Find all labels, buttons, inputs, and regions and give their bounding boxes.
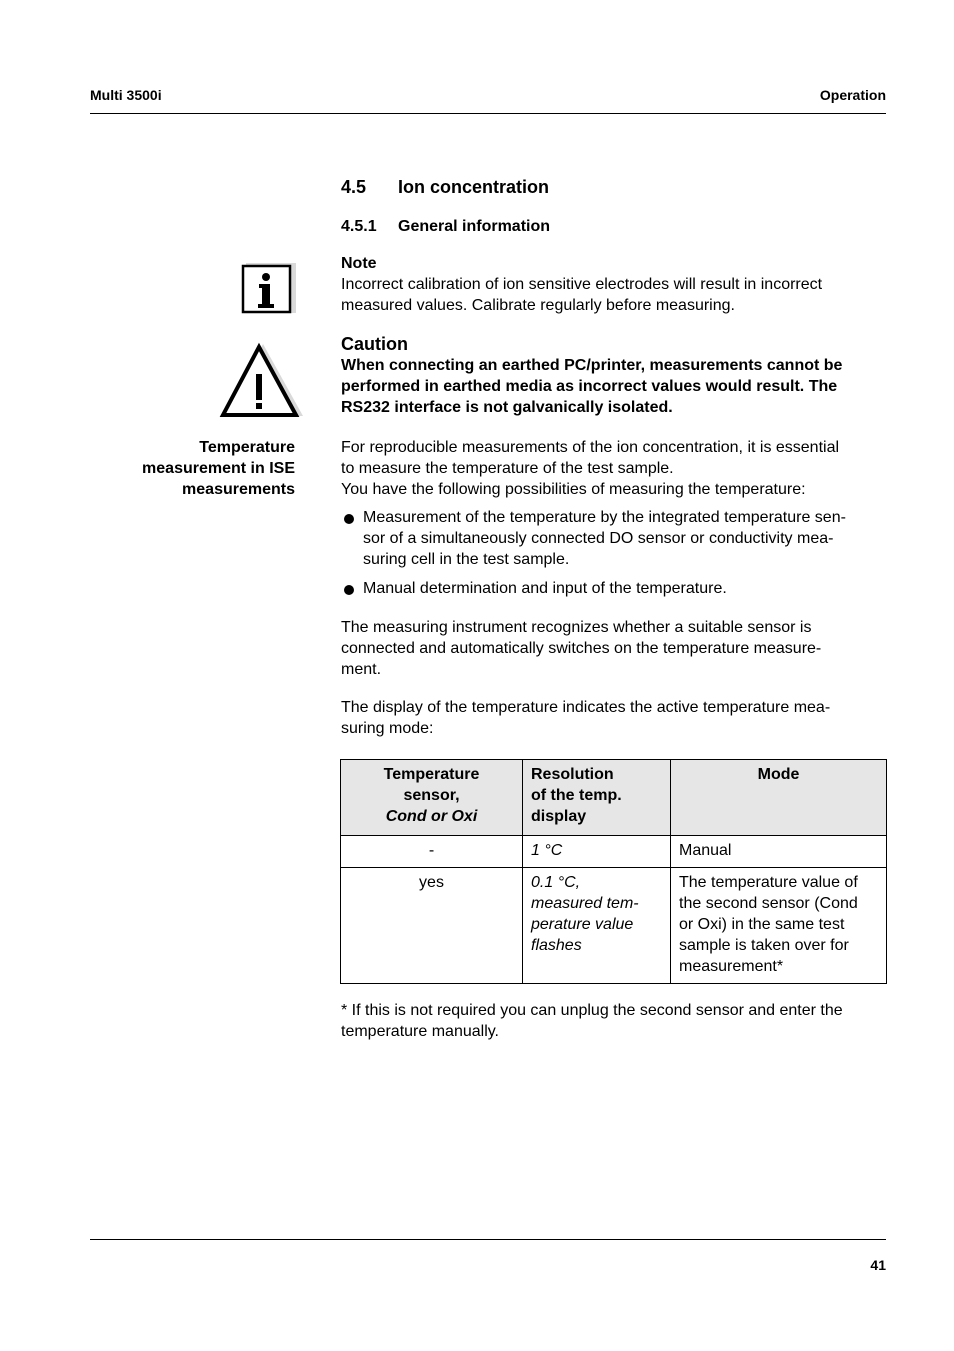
warning-icon [218, 340, 304, 420]
intro-line: You have the following possibilities of measuring the temperature: [341, 481, 806, 498]
bullet-line: Manual determination and input of the temperature. [363, 580, 727, 597]
table-header-row [341, 760, 887, 836]
bullet-line: sor of a simultaneously connected DO sensor or conductivity mea- [363, 530, 834, 547]
caution-title: Caution [341, 334, 408, 354]
cell-line: 1 °C [531, 842, 563, 859]
header-sensor [341, 760, 523, 836]
cell-line: measured tem- [531, 895, 639, 912]
header-chapter: Operation [819, 87, 886, 103]
footnote-line: * If this is not required you can unplug the second sensor and enter the [341, 1002, 843, 1019]
cell-line: The temperature value of [679, 874, 858, 891]
margin-note [100, 437, 295, 500]
header-line: of the temp. [531, 787, 622, 804]
cell-line: the second sensor (Cond [679, 895, 858, 912]
page-number: 41 [870, 1257, 886, 1273]
footnote-line: temperature manually. [341, 1023, 499, 1040]
header-doc-title: Multi 3500i [90, 87, 162, 103]
bullet-line: suring cell in the test sample. [363, 551, 570, 568]
header-line: sensor, [403, 787, 460, 804]
paragraph-line: The display of the temperature indicates the active temperature mea- [341, 699, 831, 716]
cell-mode [671, 836, 887, 868]
intro-paragraph [341, 437, 891, 500]
section-title: Ion concentration [398, 177, 550, 197]
cell-line: or Oxi) in the same test [679, 916, 845, 933]
caution-line: When connecting an earthed PC/printer, measurements cannot be [341, 357, 843, 374]
temperature-mode-table [340, 759, 887, 984]
cell-sensor: yes [341, 868, 523, 984]
header-line-italic: Cond or Oxi [385, 808, 478, 825]
footnote [341, 1000, 891, 1042]
paragraph-line: ment. [341, 661, 382, 678]
footer-rule [90, 1239, 886, 1240]
margin-note-line: measurements [182, 481, 295, 498]
paragraph-line: The measuring instrument recognizes whether a suitable sensor is [341, 619, 812, 636]
cell-line: Manual [679, 842, 732, 859]
paragraph-line: connected and automatically switches on the temperature measure- [341, 640, 822, 657]
caution-line: RS232 interface is not galvanically isolated. [341, 399, 673, 416]
note-line: measured values. Calibrate regularly before measuring. [341, 297, 735, 314]
header-line: Temperature [383, 766, 480, 783]
table-row [341, 868, 887, 984]
cell-sensor: - [341, 836, 523, 868]
bullet-dot [344, 514, 354, 524]
header-mode: Mode [671, 760, 887, 836]
bullet-dot [344, 585, 354, 595]
bullet-line: Measurement of the temperature by the integrated temperature sen- [363, 509, 846, 526]
cell-line: sample is taken over for [679, 937, 849, 954]
cell-line: flashes [531, 937, 582, 954]
cell-line: perature value [531, 916, 634, 933]
display-paragraph [341, 697, 891, 739]
info-icon [240, 261, 298, 315]
section-heading [341, 177, 549, 198]
section-number: 4.5 [341, 177, 367, 197]
subsection-title: General information [398, 218, 551, 235]
cell-line: measurement* [679, 958, 784, 975]
note-line: Incorrect calibration of ion sensitive electrodes will result in incorrect [341, 276, 823, 293]
header-line: display [531, 808, 587, 825]
subsection-heading [341, 218, 550, 236]
margin-note-line: Temperature [199, 439, 295, 456]
intro-line: to measure the temperature of the test sample. [341, 460, 674, 477]
recognize-paragraph [341, 617, 891, 680]
cell-line: 0.1 °C, [531, 874, 581, 891]
caution-line: performed in earthed media as incorrect values would result. The [341, 378, 838, 395]
header-resolution [523, 760, 671, 836]
header-line: Resolution [531, 766, 614, 783]
note-block [341, 253, 886, 316]
margin-note-line: measurement in ISE [142, 460, 295, 477]
note-title: Note [341, 255, 377, 272]
cell-resolution [523, 868, 671, 984]
cell-resolution [523, 836, 671, 868]
header-rule [90, 113, 886, 114]
paragraph-line: suring mode: [341, 720, 434, 737]
caution-block [341, 333, 891, 418]
subsection-number: 4.5.1 [341, 218, 377, 235]
intro-line: For reproducible measurements of the ion concentration, it is essential [341, 439, 840, 456]
cell-mode [671, 868, 887, 984]
table-row [341, 836, 887, 868]
